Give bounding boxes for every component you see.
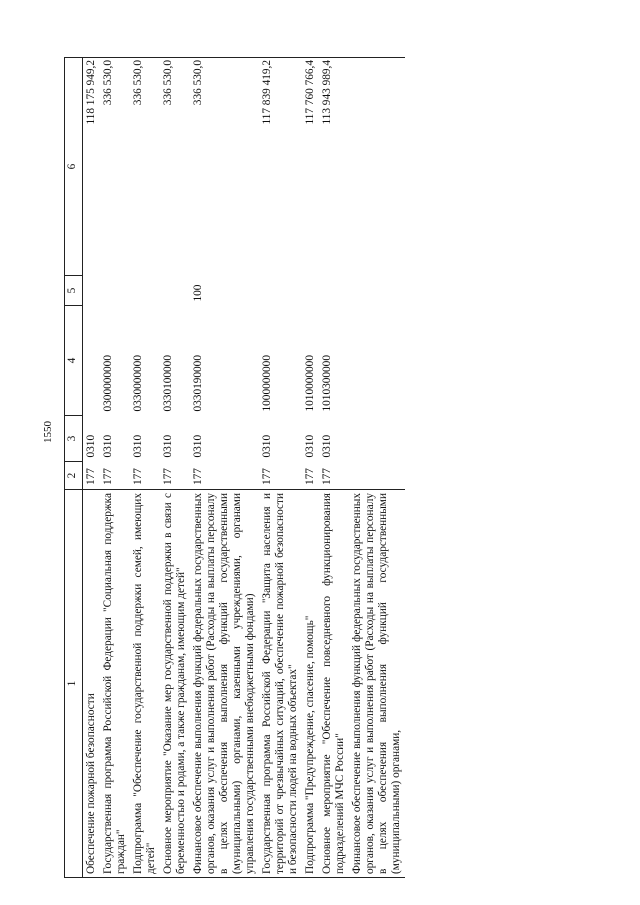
table-body <box>83 58 406 878</box>
table-row <box>130 58 160 878</box>
row-col2: 177 <box>162 468 174 485</box>
row-col5 <box>319 276 349 306</box>
page-number: 1550 <box>42 421 54 443</box>
row-col5 <box>130 276 160 306</box>
row-col5 <box>83 276 101 306</box>
row-amount: 336 530,0 <box>190 58 259 276</box>
table-row <box>319 58 349 878</box>
table-row <box>349 58 405 878</box>
row-col2: 177 <box>102 468 114 485</box>
table-row <box>302 58 319 878</box>
row-amount: 336 530,0 <box>100 58 130 276</box>
row-col2 <box>349 462 405 490</box>
row-col5 <box>259 276 302 306</box>
row-col3: 0310 <box>261 434 273 458</box>
row-col4 <box>349 306 405 416</box>
column-header: 4 <box>65 306 83 416</box>
row-col3: 0310 <box>162 434 174 458</box>
row-name: Обеспечение пожарной безопасности <box>83 490 101 878</box>
row-amount: 336 530,0 <box>130 58 160 276</box>
row-col5 <box>100 276 130 306</box>
row-name: Основное мероприятие "Обеспечение повседневного функционирования подразделений МЧС России" <box>319 490 349 878</box>
row-name: Подпрограмма "Обеспечение государственной поддержки семей, имеющих детей" <box>130 490 160 878</box>
row-col4: 1010000000 <box>304 355 316 412</box>
row-amount: 118 175 949,2 <box>83 58 101 276</box>
row-col3: 0310 <box>304 434 316 458</box>
row-name: Финансовое обеспечение выполнения функций федеральных государственных органов, оказания услуг и выполнения работ (Расходы на выплаты персоналу в целях обеспечения выполнения функций государственными (муниципальными) органами, казенными учреждениями, органами управления государственными внебюджетными фондами) <box>190 490 259 878</box>
header-row <box>65 58 83 878</box>
row-col2: 177 <box>321 468 333 485</box>
row-name: Подпрограмма "Предупреждение, спасение, помощь" <box>302 490 319 878</box>
row-col5 <box>302 276 319 306</box>
row-col2: 177 <box>261 468 273 485</box>
row-col3: 0310 <box>321 434 333 458</box>
row-col3 <box>349 416 405 462</box>
budget-table <box>64 57 405 878</box>
row-col4: 1000000000 <box>261 355 273 412</box>
row-col3: 0310 <box>192 434 204 458</box>
table-row <box>83 58 101 878</box>
row-col4: 0300000000 <box>102 355 114 412</box>
table-row <box>259 58 302 878</box>
table-row <box>190 58 259 878</box>
row-amount: 117 760 766,4 <box>302 58 319 276</box>
row-col4: 0330100000 <box>162 355 174 412</box>
row-col2: 177 <box>192 468 204 485</box>
row-amount: 117 839 419,2 <box>259 58 302 276</box>
column-header: 2 <box>65 462 83 490</box>
row-col4 <box>83 306 101 416</box>
row-col3: 0310 <box>132 434 144 458</box>
row-col5: 100 <box>192 284 204 302</box>
row-name: Государственная программа Российской Федерации "Социальная поддержка граждан" <box>100 490 130 878</box>
row-name: Финансовое обеспечение выполнения функций федеральных государственных органов, оказания услуг и выполнения работ (Расходы на выплаты персоналу в целях обеспечения выполнения функций государственными (муниципальными) органами, <box>349 490 405 878</box>
column-header: 5 <box>65 276 83 306</box>
row-amount: 336 530,0 <box>160 58 190 276</box>
row-col4: 0330000000 <box>132 355 144 412</box>
table-row <box>160 58 190 878</box>
row-col2: 177 <box>304 468 316 485</box>
column-header: 6 <box>65 58 83 276</box>
row-amount: 113 943 989,4 <box>319 58 349 276</box>
row-name: Основное мероприятие "Оказание мер государственной поддержки в связи с беременностью и родами, а также гражданам, имеющим детей" <box>160 490 190 878</box>
table-row <box>100 58 130 878</box>
row-name: Государственная программа Российской Федерации "Защита населения и территорий от чрезвычайных ситуаций, обеспечение пожарной безопасности и безопасности людей на водных объектах" <box>259 490 302 878</box>
row-col5 <box>160 276 190 306</box>
row-col3: 0310 <box>102 434 114 458</box>
column-header: 3 <box>65 416 83 462</box>
row-col2: 177 <box>85 468 97 485</box>
column-header: 1 <box>65 490 83 878</box>
row-col4: 1010300000 <box>321 355 333 412</box>
row-col5 <box>349 276 405 306</box>
row-amount <box>349 58 405 276</box>
row-col4: 0330190000 <box>192 355 204 412</box>
row-col3: 0310 <box>85 434 97 458</box>
row-col2: 177 <box>132 468 144 485</box>
